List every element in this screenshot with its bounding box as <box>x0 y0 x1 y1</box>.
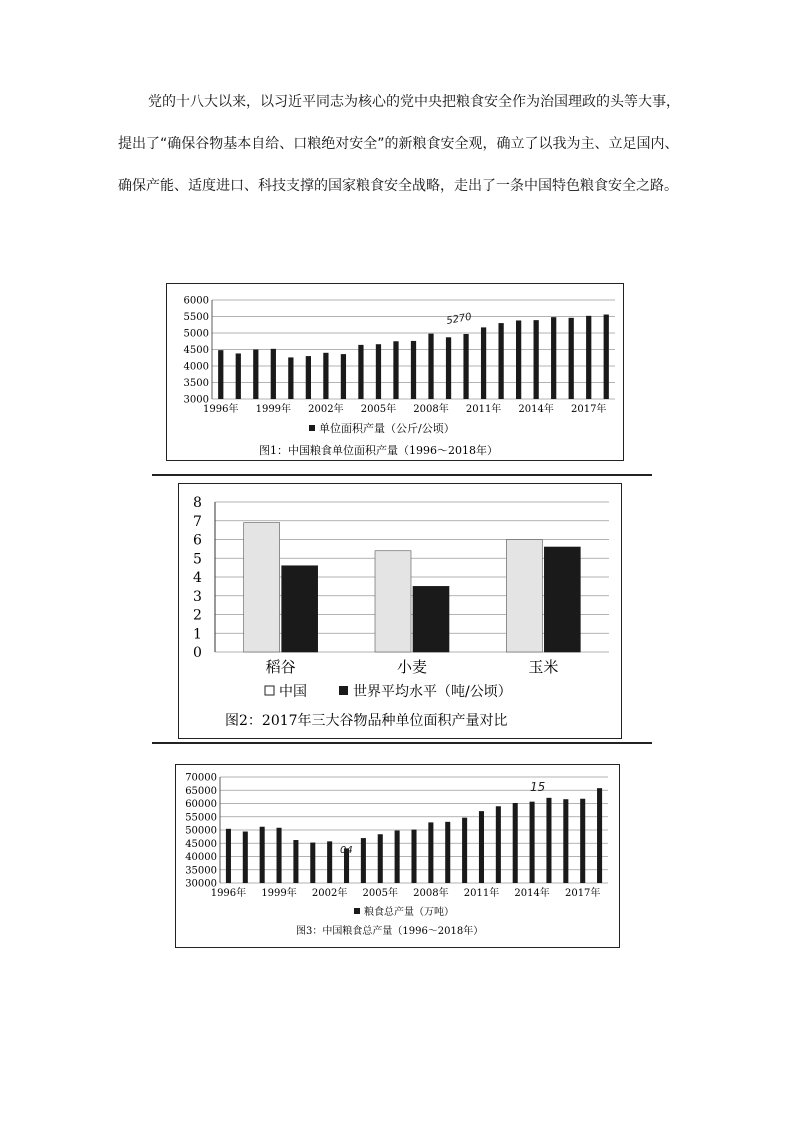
chart-1-svg <box>167 284 623 460</box>
divider-line-bottom <box>152 742 652 744</box>
y-tick-label: 5000 <box>183 328 209 340</box>
bar-2018 <box>604 315 609 399</box>
legend-label: 粮食总产量（万吨） <box>364 907 454 918</box>
x-tick-label: 玉米 <box>528 658 559 676</box>
paragraph-line-1: 党的十八大以来，以习近平同志为核心的党中央把粮食安全作为治国理政的头等大事， <box>148 94 680 110</box>
y-tick-label: 8 <box>193 495 202 511</box>
bar-2016 <box>563 799 568 883</box>
bar-1997 <box>243 832 248 883</box>
bar-2015 <box>546 798 551 883</box>
bar-2001 <box>310 843 315 883</box>
bar-2011 <box>479 811 484 883</box>
y-tick-label: 7 <box>193 513 202 530</box>
y-tick-label: 65000 <box>185 785 217 797</box>
bar-2000 <box>288 357 293 399</box>
chart-2-svg <box>179 484 621 738</box>
bar-1998 <box>260 827 265 883</box>
y-tick-label: 70000 <box>185 772 217 784</box>
y-tick-label: 3 <box>193 588 202 605</box>
bar-小麦-world <box>413 586 449 652</box>
y-tick-label: 1 <box>193 626 202 643</box>
chart-3-svg <box>176 765 619 947</box>
bar-2012 <box>498 323 503 399</box>
legend-label-china: 中国 <box>279 684 307 700</box>
y-tick-label: 3500 <box>183 378 209 389</box>
y-tick-label: 4000 <box>183 361 209 373</box>
x-tick-label: 2008年 <box>413 888 449 899</box>
bar-1998 <box>253 350 258 400</box>
bar-2013 <box>516 320 521 399</box>
bar-2014 <box>534 320 539 399</box>
divider-line-top <box>152 474 652 476</box>
paragraph-line-2: 提出了“确保谷物基本自给、口粮绝对安全”的新粮食安全观，确立了以我为主、立足国内、 <box>118 136 679 152</box>
x-tick-label: 2005年 <box>362 888 398 899</box>
x-tick-label: 2011年 <box>463 888 500 899</box>
bar-2013 <box>513 803 518 883</box>
x-tick-label: 2011年 <box>465 404 502 415</box>
x-tick-label: 2002年 <box>311 888 348 899</box>
bar-2017 <box>580 799 585 883</box>
bar-2010 <box>463 334 468 399</box>
bar-2002 <box>327 841 332 883</box>
x-tick-label: 2008年 <box>413 404 449 415</box>
legend-swatch <box>354 908 360 914</box>
y-tick-label: 2 <box>193 607 202 624</box>
y-tick-label: 4 <box>193 570 202 586</box>
y-tick-label: 6 <box>193 532 202 549</box>
bar-2009 <box>446 337 451 399</box>
bar-2015 <box>551 317 556 399</box>
bar-1996 <box>226 829 231 883</box>
bar-2004 <box>361 838 366 883</box>
bar-2003 <box>341 354 346 399</box>
bar-2005 <box>376 344 381 399</box>
x-tick-label: 稻谷 <box>265 658 296 676</box>
x-tick-label: 2014年 <box>518 404 554 415</box>
paragraph-line-3: 确保产能、适度进口、科技支撑的国家粮食安全战略，走出了一条中国特色粮食安全之路。 <box>118 178 678 194</box>
bar-玉米-world <box>544 547 580 652</box>
x-tick-label: 2014年 <box>514 888 550 899</box>
y-tick-label: 45000 <box>185 838 217 850</box>
legend-swatch <box>309 425 315 431</box>
bar-2017 <box>586 316 591 399</box>
y-tick-label: 3000 <box>183 394 209 406</box>
bar-稻谷-china <box>244 523 280 652</box>
bar-2006 <box>395 831 400 883</box>
figure-caption: 图2：2017年三大谷物品种单位面积产量对比 <box>225 713 508 729</box>
bar-2014 <box>530 802 535 883</box>
bar-2016 <box>569 318 574 399</box>
y-tick-label: 40000 <box>185 852 217 863</box>
legend-label: 单位面积产量（公斤/公顷） <box>319 422 455 435</box>
figure-1-frame <box>166 283 624 461</box>
bar-小麦-china <box>375 551 411 652</box>
figure-caption: 图3：中国粮食总产量（1996～2018年） <box>296 926 484 937</box>
y-tick-label: 5 <box>193 551 202 568</box>
bar-2001 <box>306 356 311 399</box>
bar-玉米-china <box>506 540 542 653</box>
figure-3-frame <box>175 764 620 948</box>
bar-2000 <box>293 840 298 883</box>
handwritten-annotation: 5270 <box>445 311 473 327</box>
x-tick-label: 1999年 <box>255 404 292 415</box>
x-tick-label: 2005年 <box>360 404 397 415</box>
bar-2002 <box>323 353 328 399</box>
y-tick-label: 30000 <box>185 878 217 890</box>
bar-2008 <box>428 822 433 883</box>
bar-1999 <box>271 349 276 399</box>
y-tick-label: 5500 <box>183 312 209 323</box>
x-tick-label: 2017年 <box>564 888 601 899</box>
x-tick-label: 小麦 <box>396 658 428 676</box>
x-tick-label: 1999年 <box>261 888 297 899</box>
y-tick-label: 50000 <box>185 825 217 837</box>
legend-label-world: 世界平均水平（吨/公顷） <box>353 684 512 700</box>
bar-2004 <box>358 345 363 399</box>
y-tick-label: 6000 <box>183 295 209 307</box>
handwritten-annotation: 04 <box>340 845 353 856</box>
bar-2011 <box>481 327 486 399</box>
x-tick-label: 2017年 <box>570 404 607 415</box>
bar-2008 <box>428 334 433 399</box>
handwritten-annotation: 15 <box>530 780 546 794</box>
bar-1997 <box>236 353 241 399</box>
bar-2007 <box>411 341 416 399</box>
legend-swatch-world <box>339 686 348 695</box>
x-tick-label: 1996年 <box>203 404 239 415</box>
bar-2010 <box>462 818 467 883</box>
bar-稻谷-world <box>282 566 318 652</box>
bar-2006 <box>393 341 398 399</box>
x-tick-label: 2002年 <box>308 404 344 415</box>
bar-2012 <box>496 806 501 883</box>
bar-2018 <box>597 788 602 883</box>
y-tick-label: 35000 <box>185 865 217 877</box>
y-tick-label: 55000 <box>185 812 217 824</box>
y-tick-label: 0 <box>193 645 202 661</box>
y-tick-label: 60000 <box>185 799 217 810</box>
bar-1999 <box>277 828 282 883</box>
figure-2-frame <box>178 483 622 739</box>
x-tick-label: 1996年 <box>210 888 247 899</box>
bar-2005 <box>378 834 383 883</box>
y-tick-label: 4500 <box>183 345 209 356</box>
figure-caption: 图1：中国粮食单位面积产量（1996～2018年） <box>259 444 498 457</box>
legend-swatch-china <box>265 686 274 695</box>
bar-2007 <box>411 830 416 883</box>
bar-1996 <box>218 350 223 399</box>
bar-2009 <box>445 822 450 883</box>
